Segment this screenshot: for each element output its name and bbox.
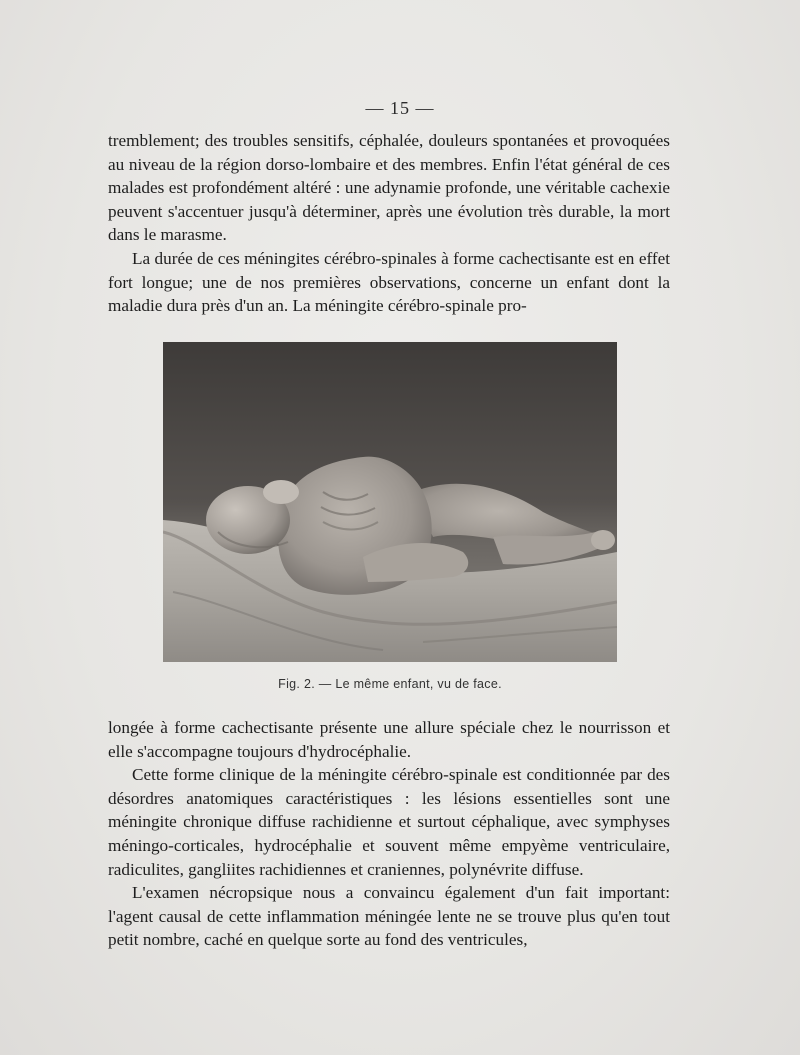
text-block-top xyxy=(108,129,670,318)
infant-photo-illustration xyxy=(163,342,617,662)
paragraph: La durée de ces méningites cérébro-spinales à forme cachectisante est en effet fort longue; une de nos premières observations, concerne un enfant dont la maladie dura près d'un an. La méningite cérébro-spinale pro- xyxy=(108,248,670,316)
paragraph: longée à forme cachectisante présente une allure spéciale chez le nourrisson et elle s'accompagne toujours d'hydrocéphalie. xyxy=(108,718,670,761)
paragraph: L'examen nécropsique nous a convaincu également d'un fait important: l'agent causal de cette inflammation méningée lente ne se trouve plus qu'en tout petit nombre, caché en quelque sorte au fond des ventricules, xyxy=(108,883,670,950)
figure-caption: Fig. 2. — Le même enfant, vu de face. xyxy=(278,677,502,691)
paragraph: Cette forme clinique de la méningite cérébro-spinale est conditionnée par des désordres anatomiques caractéristiques : les lésions essentielles sont une méningite chronique diffuse rachidienne et surtout céphalique, avec symphyses méningo-corticales, hydrocéphalie et souvent même empyème ventriculaire, radiculites, gangliites rachidiennes et craniennes, polynévrite diffuse. xyxy=(108,765,670,879)
paragraph: tremblement; des troubles sensitifs, céphalée, douleurs spontanées et provoquées au niveau de la région dorso-lombaire et des membres. Enfin l'état général de ces malades est profondément altéré : une adynamie profonde, une véritable cachexie peuvent s'accentuer jusqu'à déterminer, après une évolution très durable, la mort dans le marasme. xyxy=(108,131,670,245)
figure-photograph xyxy=(163,342,617,662)
page-number: — 15 — xyxy=(365,98,435,118)
text-block-bottom xyxy=(108,716,670,952)
